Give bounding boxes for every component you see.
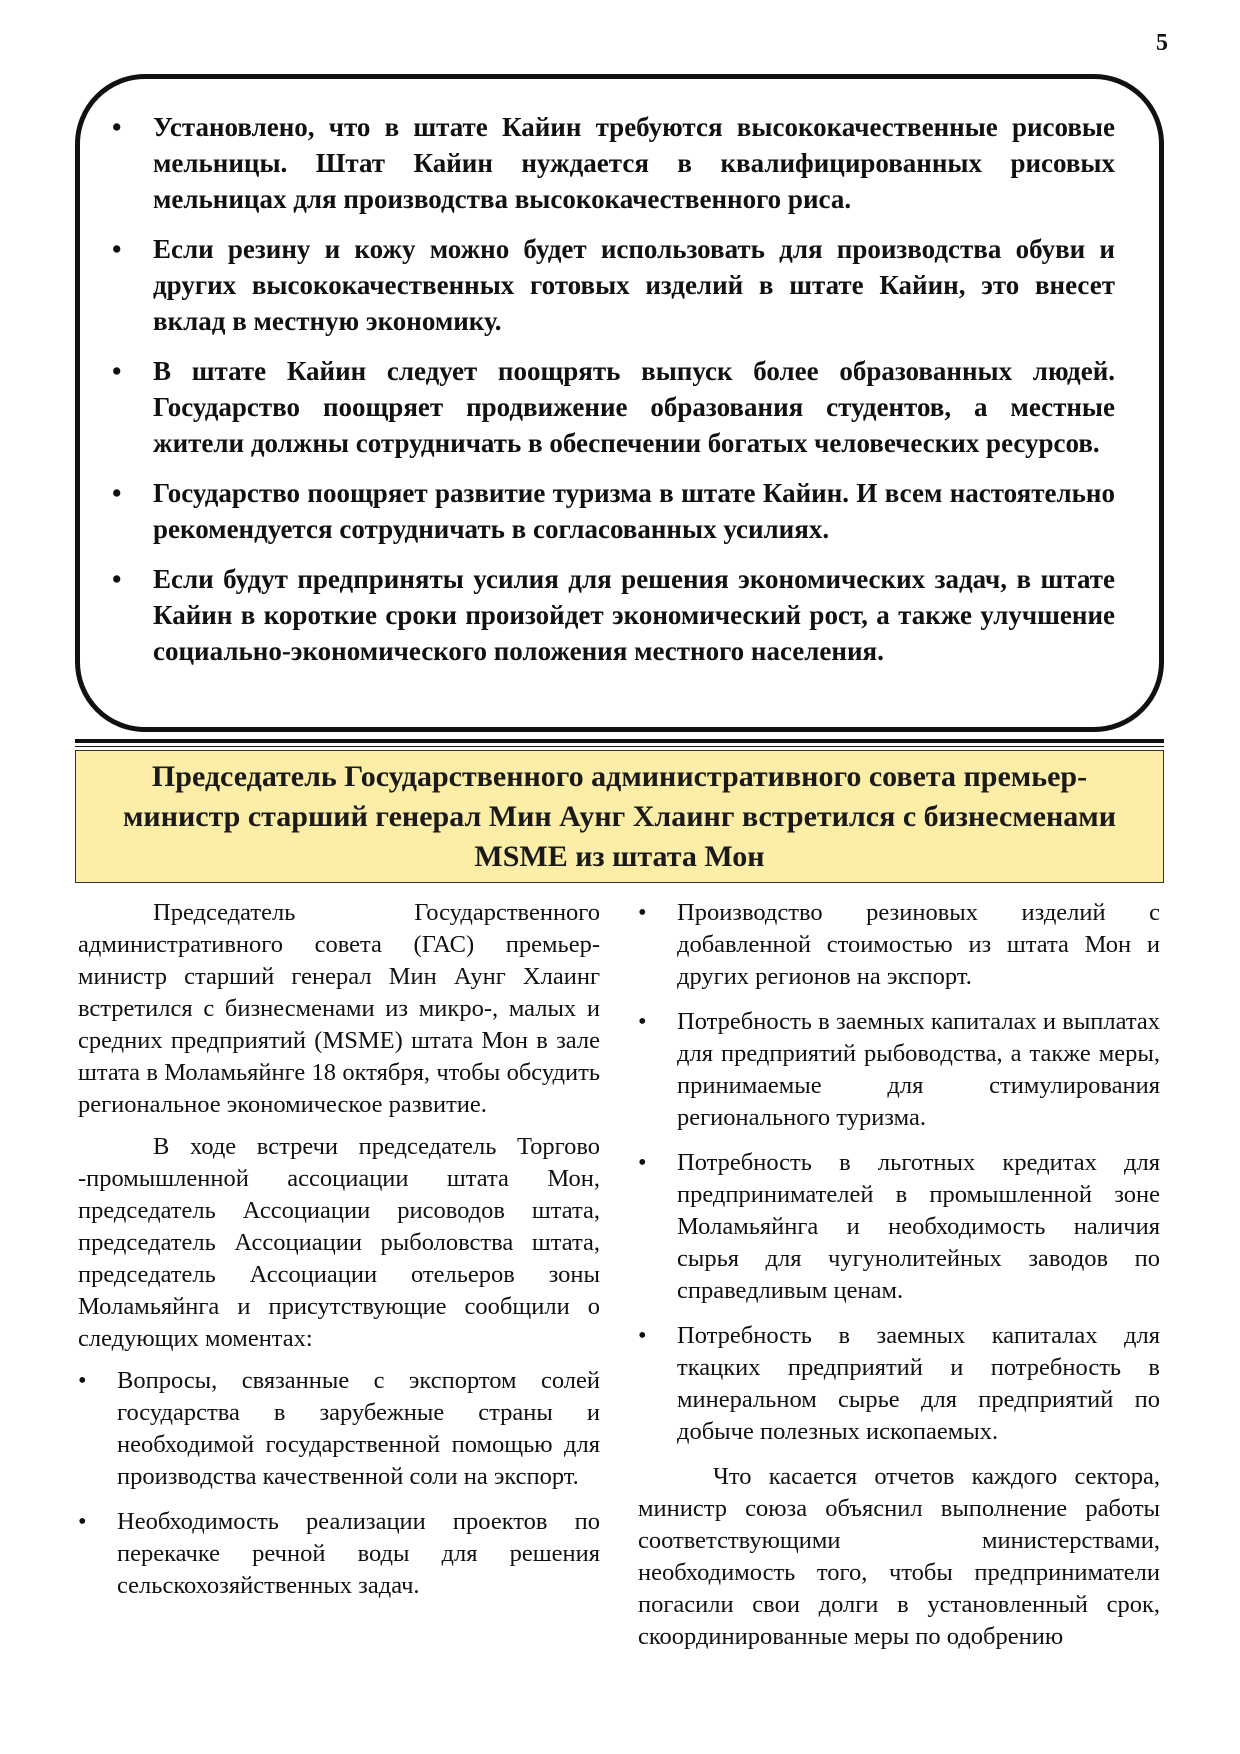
article-bullet-item: • Потребность в льготных кредитах для предпринимателей в промышленной зоне Моламьяйнга и необходимость наличия сырья для чугунолитейных заводов по справедливым ценам. <box>638 1147 1160 1307</box>
article-paragraph: Что касается отчетов каждого сектора, министр союза объяснил выполнение работы соответствующими министерствами, необходимость того, чтобы предприниматели погасили свои долги в установленный срок, скоординированные меры по одобрению <box>638 1463 1160 1650</box>
article-bullet-item: • Потребность в заемных капиталах для ткацких предприятий и потребность в минеральном сырье для предприятий по добыче полезных ископаемых. <box>638 1320 1160 1448</box>
box-bullet-item: • Установлено, что в штате Кайин требуются высококачественные рисовые мельницы. Штат Кайин нуждается в квалифицированных рисовых мельницах для производства высококачественного риса. <box>112 109 1115 217</box>
box-bullet-item: • Государство поощряет развитие туризма в штате Кайин. И всем настоятельно рекомендуется сотрудничать в согласованных усилиях. <box>112 475 1115 547</box>
article-paragraph: Председатель Государственного административного совета (ГАС) премьер-министр старший генерал Мин Аунг Хлаинг встретился с бизнесменами из микро-, малых и средних предприятий (MSME) штата Мон в зале штата в Моламьяйнге 18 октября, чтобы обсудить региональное экономическое развитие. <box>78 899 600 1118</box>
box-bullet-item: • В штате Кайин следует поощрять выпуск более образованных людей. Государство поощряет продвижение образования студентов, а местные жители должны сотрудничать в обеспечении богатых человеческих ресурсов. <box>112 353 1115 461</box>
article-paragraph: В ходе встречи председатель Торгово -промышленной ассоциации штата Мон, председатель Ассоциации рисоводов штата, председатель Ассоциации рыболовства штата, председатель Ассоциации отельеров зоны Моламьяйнга и присутствующие сообщили о следующих моментах: <box>78 1133 600 1352</box>
article-bullet-list <box>78 1365 600 1602</box>
highlight-box <box>75 74 1164 732</box>
article-column-right <box>638 897 1160 1663</box>
article-bullet-item: • Производство резиновых изделий с добавленной стоимостью из штата Мон и других регионов на экспорт. <box>638 897 1160 993</box>
section-divider-thick <box>75 739 1164 743</box>
article-headline-banner <box>75 750 1164 883</box>
article-bullet-list <box>638 897 1160 1448</box>
page-number: 5 <box>1156 30 1168 56</box>
article-column-left <box>78 897 600 1615</box>
section-divider-thin <box>75 746 1164 747</box>
article-bullet-item: • Необходимость реализации проектов по перекачке речной воды для решения сельскохозяйственных задач. <box>78 1506 600 1602</box>
article-bullet-item: • Вопросы, связанные с экспортом солей государства в зарубежные страны и необходимой государственной помощью для производства качественной соли на экспорт. <box>78 1365 600 1493</box>
article-bullet-item: • Потребность в заемных капиталах и выплатах для предприятий рыбоводства, а также меры, принимаемые для стимулирования регионального туризма. <box>638 1006 1160 1134</box>
article-headline: Председатель Государственного административного совета премьер-министр старший генерал Мин Аунг Хлаинг встретился с бизнесменами MSME из штата Мон <box>122 759 1117 873</box>
box-bullet-list <box>112 109 1115 669</box>
box-bullet-item: • Если резину и кожу можно будет использовать для производства обуви и других высококачественных готовых изделий в штате Кайин, это внесет вклад в местную экономику. <box>112 231 1115 339</box>
box-bullet-item: • Если будут предприняты усилия для решения экономических задач, в штате Кайин в короткие сроки произойдет экономический рост, а также улучшение социально-экономического положения местного населения. <box>112 561 1115 669</box>
